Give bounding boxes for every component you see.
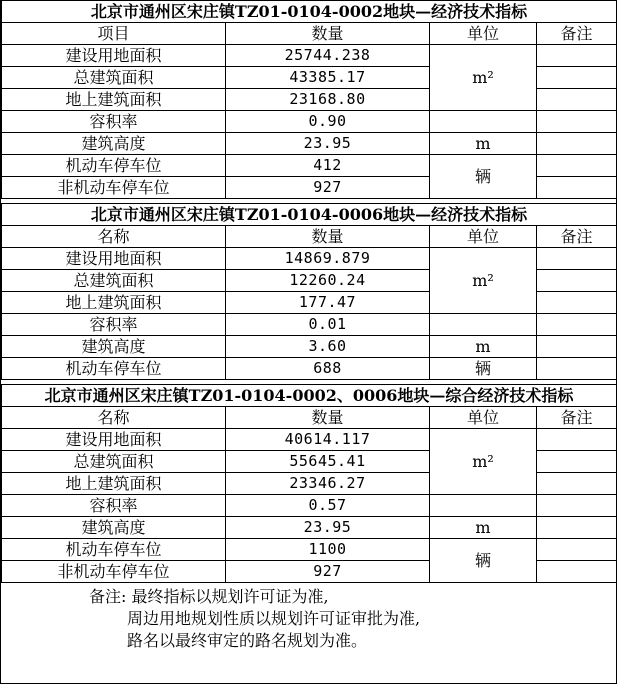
remark-cell xyxy=(537,67,617,89)
row-name: 容积率 xyxy=(2,111,226,133)
row-name: 机动车停车位 xyxy=(2,539,226,561)
unit-cell-empty xyxy=(430,495,537,517)
remark-cell xyxy=(537,111,617,133)
row-name: 非机动车停车位 xyxy=(2,177,226,199)
remark-cell xyxy=(537,270,617,292)
row-value: 927 xyxy=(226,177,430,199)
row-value: 688 xyxy=(226,358,430,380)
remark-cell xyxy=(537,517,617,539)
header-row xyxy=(2,407,617,429)
row-value: 40614.117 xyxy=(226,429,430,451)
unit-cell-area: m² xyxy=(430,248,537,314)
table-row xyxy=(2,111,617,133)
remark-cell xyxy=(537,358,617,380)
row-value: 23.95 xyxy=(226,517,430,539)
notes-label: 备注: xyxy=(89,587,127,606)
header-unit: 单位 xyxy=(430,23,537,45)
row-name: 地上建筑面积 xyxy=(2,473,226,495)
table-title: 北京市通州区宋庄镇TZ01-0104-0006地块—经济技术指标 xyxy=(2,204,617,226)
remark-cell xyxy=(537,89,617,111)
row-name: 建筑高度 xyxy=(2,336,226,358)
row-name: 建设用地面积 xyxy=(2,429,226,451)
row-value: 177.47 xyxy=(226,292,430,314)
row-value: 23168.80 xyxy=(226,89,430,111)
header-remark: 备注 xyxy=(537,226,617,248)
row-value: 14869.879 xyxy=(226,248,430,270)
remark-cell xyxy=(537,314,617,336)
table-combined xyxy=(1,384,617,583)
header-name: 名称 xyxy=(2,407,226,429)
row-name: 建设用地面积 xyxy=(2,45,226,67)
row-value: 0.57 xyxy=(226,495,430,517)
row-value: 55645.41 xyxy=(226,451,430,473)
row-value: 1100 xyxy=(226,539,430,561)
unit-cell-vehicle: 辆 xyxy=(430,155,537,199)
header-unit: 单位 xyxy=(430,226,537,248)
table-row xyxy=(2,248,617,270)
header-quantity: 数量 xyxy=(226,407,430,429)
unit-cell-vehicle: 辆 xyxy=(430,358,537,380)
unit-cell-area: m² xyxy=(430,429,537,495)
unit-cell-vehicle: 辆 xyxy=(430,539,537,583)
table-plot-0006 xyxy=(1,203,617,380)
row-value: 927 xyxy=(226,561,430,583)
remark-cell xyxy=(537,177,617,199)
table-title-row xyxy=(2,1,617,23)
unit-cell-area: m² xyxy=(430,45,537,111)
remark-cell xyxy=(537,133,617,155)
remark-cell xyxy=(537,473,617,495)
header-remark: 备注 xyxy=(537,407,617,429)
remark-cell xyxy=(537,45,617,67)
table-plot-0002 xyxy=(1,1,617,199)
table-row xyxy=(2,314,617,336)
remark-cell xyxy=(537,539,617,561)
row-value: 43385.17 xyxy=(226,67,430,89)
row-value: 25744.238 xyxy=(226,45,430,67)
row-name: 建筑高度 xyxy=(2,133,226,155)
table-row xyxy=(2,517,617,539)
remark-cell xyxy=(537,451,617,473)
row-name: 建设用地面积 xyxy=(2,248,226,270)
remark-cell xyxy=(537,561,617,583)
row-value: 412 xyxy=(226,155,430,177)
unit-cell-empty xyxy=(430,111,537,133)
table-row xyxy=(2,336,617,358)
table-row xyxy=(2,45,617,67)
row-name: 地上建筑面积 xyxy=(2,89,226,111)
remark-cell xyxy=(537,495,617,517)
remark-cell xyxy=(537,155,617,177)
table-row xyxy=(2,358,617,380)
row-name: 地上建筑面积 xyxy=(2,292,226,314)
header-quantity: 数量 xyxy=(226,23,430,45)
row-name: 总建筑面积 xyxy=(2,67,226,89)
unit-cell-height: m xyxy=(430,133,537,155)
header-row xyxy=(2,226,617,248)
header-unit: 单位 xyxy=(430,407,537,429)
table-row xyxy=(2,155,617,177)
unit-cell-height: m xyxy=(430,517,537,539)
row-name: 容积率 xyxy=(2,314,226,336)
row-name: 容积率 xyxy=(2,495,226,517)
table-title-row xyxy=(2,204,617,226)
row-value: 0.90 xyxy=(226,111,430,133)
header-quantity: 数量 xyxy=(226,226,430,248)
row-value: 0.01 xyxy=(226,314,430,336)
table-row xyxy=(2,429,617,451)
row-name: 总建筑面积 xyxy=(2,270,226,292)
remark-cell xyxy=(537,248,617,270)
table-title-row xyxy=(2,385,617,407)
row-name: 机动车停车位 xyxy=(2,358,226,380)
notes-line-3: 路名以最终审定的路名规划为准。 xyxy=(127,631,368,650)
table-row xyxy=(2,539,617,561)
header-remark: 备注 xyxy=(537,23,617,45)
header-item: 项目 xyxy=(2,23,226,45)
table-row xyxy=(2,495,617,517)
remark-cell xyxy=(537,292,617,314)
row-name: 总建筑面积 xyxy=(2,451,226,473)
notes-block xyxy=(1,583,616,652)
table-title: 北京市通州区宋庄镇TZ01-0104-0002、0006地块—综合经济技术指标 xyxy=(2,385,617,407)
row-value: 12260.24 xyxy=(226,270,430,292)
header-row xyxy=(2,23,617,45)
remark-cell xyxy=(537,336,617,358)
remark-cell xyxy=(537,429,617,451)
row-name: 非机动车停车位 xyxy=(2,561,226,583)
row-name: 机动车停车位 xyxy=(2,155,226,177)
notes-text-1: 最终指标以规划许可证为准, xyxy=(131,587,329,606)
header-name: 名称 xyxy=(2,226,226,248)
unit-cell-empty xyxy=(430,314,537,336)
notes-line-1 xyxy=(89,586,616,608)
unit-cell-height: m xyxy=(430,336,537,358)
table-row xyxy=(2,133,617,155)
row-name: 建筑高度 xyxy=(2,517,226,539)
row-value: 3.60 xyxy=(226,336,430,358)
row-value: 23346.27 xyxy=(226,473,430,495)
row-value: 23.95 xyxy=(226,133,430,155)
table-title: 北京市通州区宋庄镇TZ01-0104-0002地块—经济技术指标 xyxy=(2,1,617,23)
notes-line-2: 周边用地规划性质以规划许可证审批为准, xyxy=(127,609,421,628)
